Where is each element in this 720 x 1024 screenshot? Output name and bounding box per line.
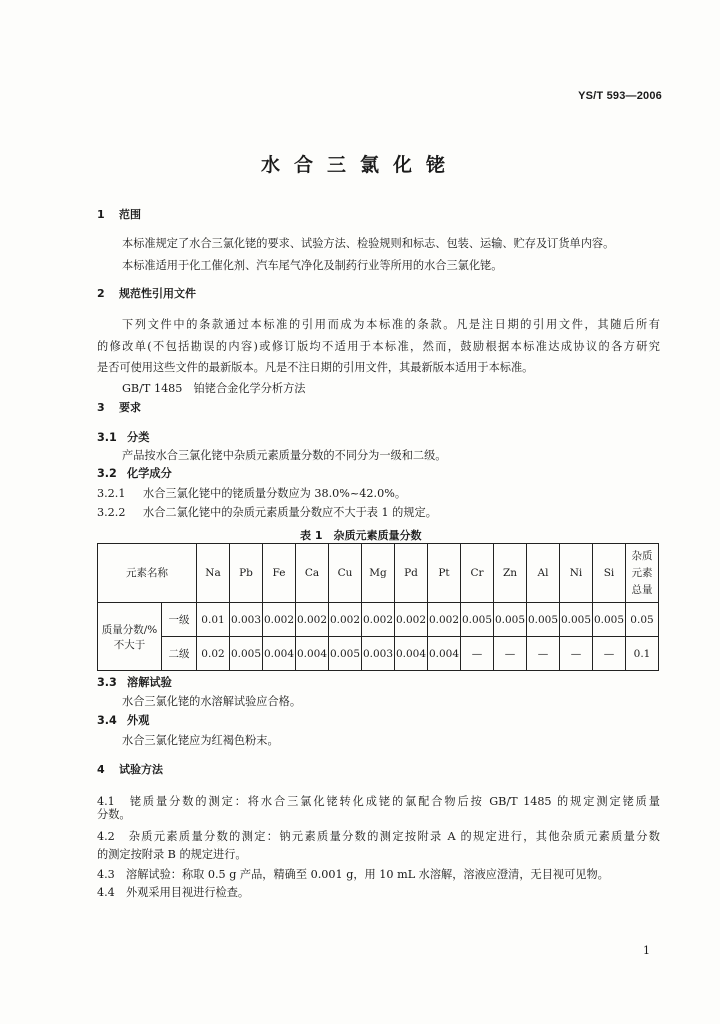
subsection-title: 分类 xyxy=(127,431,150,444)
clause-text: 溶解试验：称取 0.5 g 产品，精确至 0.001 g，用 10 mL 水溶解，溶液应澄清，无目视可见物。 xyxy=(126,868,609,881)
subsection-title: 溶解试验 xyxy=(127,676,172,689)
clause-3-2-2 xyxy=(97,506,437,520)
impurity-table xyxy=(97,543,659,671)
paragraph-line: 的修改单(不包括勘误的内容)或修订版均不适用于本标准，然而，鼓励根据本标准达成协议的各方研究 xyxy=(97,340,660,353)
clause-4-1 xyxy=(97,795,660,809)
table-cell: 0.005 xyxy=(230,637,263,671)
section-number: 1 xyxy=(97,208,105,221)
row-label-line: 质量分数/% xyxy=(101,623,158,636)
element-header: Ni xyxy=(560,544,593,603)
paragraph: 本标准规定了水合三氯化铑的要求、试验方法、检验规则和标志、包装、运输、贮存及订货单内容。 xyxy=(122,237,615,250)
element-header: Na xyxy=(197,544,230,603)
clause-number: 3.2.1 xyxy=(97,487,126,500)
clause-text: 水合二氯化铑中的杂质元素质量分数应不大于表 1 的规定。 xyxy=(143,506,437,519)
table-cell: 0.05 xyxy=(626,603,659,637)
clause-number: 3.2.2 xyxy=(97,506,126,519)
table-row-grade-1 xyxy=(98,603,659,637)
section-title: 规范性引用文件 xyxy=(119,287,196,300)
table-cell: 0.005 xyxy=(461,603,494,637)
clause-4-3 xyxy=(97,868,609,882)
page-number: 1 xyxy=(643,944,650,957)
subsection-title: 外观 xyxy=(127,714,150,727)
clause-number: 4.1 xyxy=(97,795,115,808)
table-cell: — xyxy=(494,637,527,671)
total-header-line: 杂质 xyxy=(631,549,653,562)
clause-3-2-1 xyxy=(97,487,406,501)
element-header: Fe xyxy=(263,544,296,603)
element-header: Cr xyxy=(461,544,494,603)
subsection-number: 3.1 xyxy=(97,431,117,444)
table-cell: 0.004 xyxy=(395,637,428,671)
section-title: 要求 xyxy=(119,401,141,414)
section-title: 试验方法 xyxy=(119,763,163,776)
paragraph-line: 是否可使用这些文件的最新版本。凡是不注日期的引用文件，其最新版本适用于本标准。 xyxy=(97,361,534,374)
section-number: 2 xyxy=(97,287,105,300)
table-caption: 表 1 杂质元素质量分数 xyxy=(300,529,422,542)
subsection-number: 3.4 xyxy=(97,714,117,727)
table-cell: 0.002 xyxy=(263,603,296,637)
paragraph: 水合三氯化铑的水溶解试验应合格。 xyxy=(122,695,302,708)
clause-text: 水合三氯化铑中的铑质量分数应为 38.0%~42.0%。 xyxy=(143,487,407,500)
element-header: Mg xyxy=(362,544,395,603)
clause-4-2 xyxy=(97,830,660,844)
table-cell: 0.003 xyxy=(362,637,395,671)
element-header: Zn xyxy=(494,544,527,603)
table-cell: 0.005 xyxy=(527,603,560,637)
subsection-3-3-heading xyxy=(97,676,172,690)
section-2-heading xyxy=(97,287,196,301)
table-header-row xyxy=(98,544,659,603)
clause-continuation: 分数。 xyxy=(97,808,131,821)
clause-number: 4.2 xyxy=(97,830,115,843)
table-cell: 0.1 xyxy=(626,637,659,671)
normative-reference: GB/T 1485 铂铑合金化学分析方法 xyxy=(122,382,306,395)
section-number: 4 xyxy=(97,763,105,776)
table-cell: 0.002 xyxy=(329,603,362,637)
subsection-3-4-heading xyxy=(97,714,149,728)
table-row-grade-2 xyxy=(98,637,659,671)
element-header: Pb xyxy=(230,544,263,603)
subsection-title: 化学成分 xyxy=(127,467,172,480)
table-cell: 0.002 xyxy=(428,603,461,637)
section-1-heading xyxy=(97,208,141,222)
table-cell: 0.005 xyxy=(494,603,527,637)
section-4-heading xyxy=(97,763,163,777)
table-cell: — xyxy=(527,637,560,671)
grade-label: 二级 xyxy=(162,637,197,671)
element-header: Ca xyxy=(296,544,329,603)
paragraph: 水合三氯化铑应为红褐色粉末。 xyxy=(122,734,279,747)
section-title: 范围 xyxy=(119,208,141,221)
element-header: Al xyxy=(527,544,560,603)
clause-text: 铑质量分数的测定：将水合三氯化铑转化成铑的氯配合物后按 GB/T 1485 的规定测定铑质量 xyxy=(129,795,660,808)
table-cell: 0.004 xyxy=(296,637,329,671)
grade-label: 一级 xyxy=(162,603,197,637)
table-cell: 0.003 xyxy=(230,603,263,637)
table-cell: 0.004 xyxy=(428,637,461,671)
table-cell: — xyxy=(461,637,494,671)
section-number: 3 xyxy=(97,401,105,414)
table-cell: 0.002 xyxy=(296,603,329,637)
clause-text: 外观采用目视进行检查。 xyxy=(126,886,250,899)
standard-number: YS/T 593—2006 xyxy=(578,90,662,102)
clause-text: 杂质元素质量分数的测定：钠元素质量分数的测定按附录 A 的规定进行，其他杂质元素质量分数 xyxy=(128,830,660,843)
subsection-3-2-heading xyxy=(97,467,172,481)
clause-continuation: 的测定按附录 B 的规定进行。 xyxy=(97,848,247,861)
subsection-number: 3.2 xyxy=(97,467,117,480)
paragraph: 产品按水合三氯化铑中杂质元素质量分数的不同分为一级和二级。 xyxy=(122,449,447,462)
table-cell: 0.01 xyxy=(197,603,230,637)
row-label-cell xyxy=(98,603,162,671)
total-header-line: 总量 xyxy=(631,583,653,596)
header-label-cell: 元素名称 xyxy=(98,544,197,603)
row-label-line: 不大于 xyxy=(113,638,146,651)
subsection-number: 3.3 xyxy=(97,676,117,689)
table-cell: 0.005 xyxy=(560,603,593,637)
table-cell: 0.02 xyxy=(197,637,230,671)
table-cell: — xyxy=(560,637,593,671)
clause-number: 4.3 xyxy=(97,868,115,881)
table-cell: 0.005 xyxy=(329,637,362,671)
clause-4-4 xyxy=(97,886,249,900)
clause-number: 4.4 xyxy=(97,886,115,899)
table-cell: 0.002 xyxy=(395,603,428,637)
element-header: Pt xyxy=(428,544,461,603)
element-header: Si xyxy=(593,544,626,603)
table-cell: 0.002 xyxy=(362,603,395,637)
table-cell: — xyxy=(593,637,626,671)
paragraph-line: 下列文件中的条款通过本标准的引用而成为本标准的条款。凡是注日期的引用文件，其随后所有 xyxy=(122,318,660,331)
subsection-3-1-heading xyxy=(97,431,149,445)
total-header-line: 元素 xyxy=(631,566,653,579)
total-impurity-header xyxy=(626,544,659,603)
element-header: Pd xyxy=(395,544,428,603)
table-cell: 0.005 xyxy=(593,603,626,637)
document-title: 水合三氯化铑 xyxy=(260,154,459,176)
paragraph: 本标准适用于化工催化剂、汽车尾气净化及制药行业等所用的水合三氯化铑。 xyxy=(122,259,503,272)
table-cell: 0.004 xyxy=(263,637,296,671)
element-header: Cu xyxy=(329,544,362,603)
section-3-heading xyxy=(97,401,141,415)
